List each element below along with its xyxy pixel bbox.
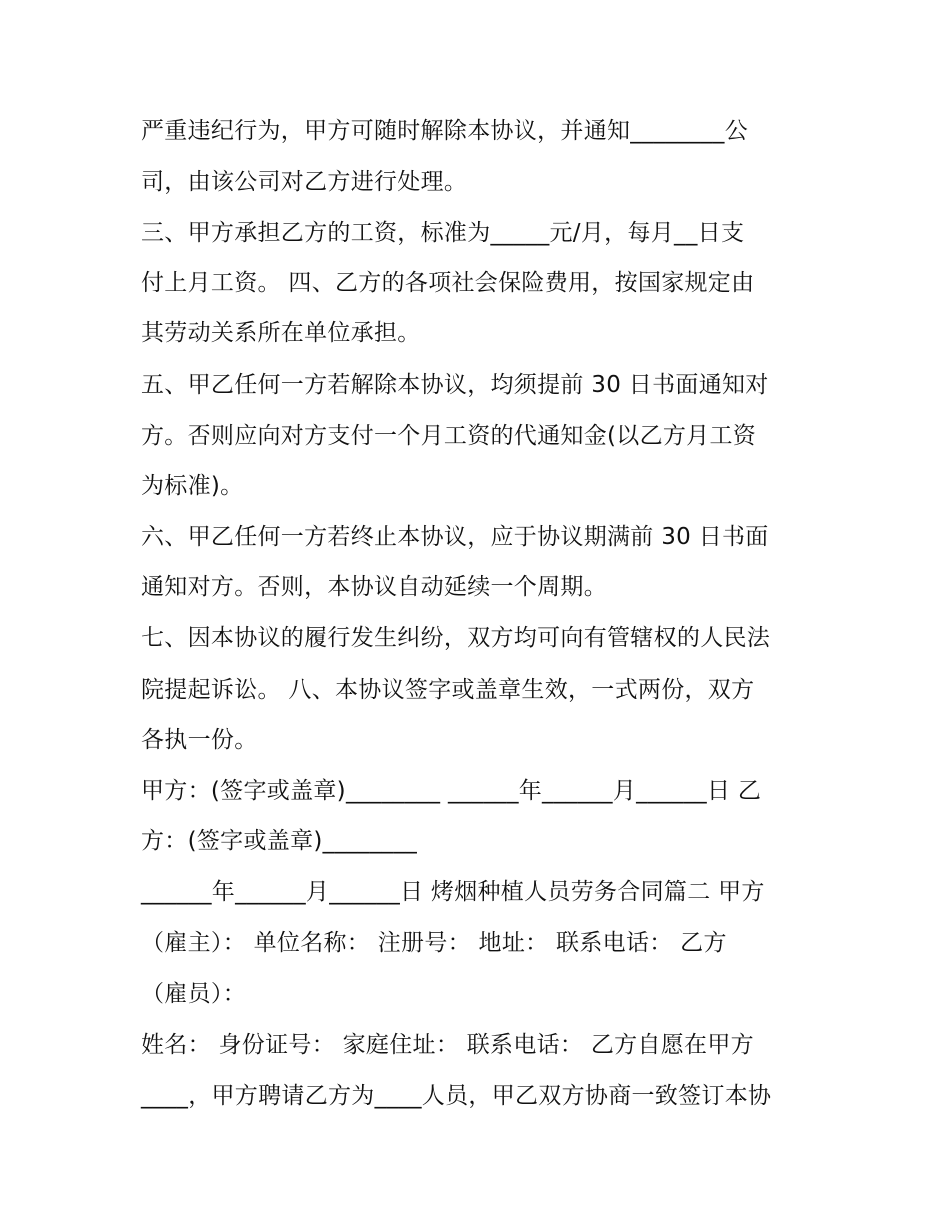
- text-line-8: 为标准)。: [141, 473, 244, 499]
- text-line-7: 方。否则应向对方支付一个月工资的代通知金(以乙方月工资: [141, 423, 757, 449]
- text-line-5: 其劳动关系所在单位承担。: [141, 320, 421, 346]
- text-line-14: 甲方：(签字或盖章)________ ______年______月______日 乙: [141, 778, 762, 804]
- text-line-18: （雇员）：: [141, 981, 246, 1007]
- text-line-16: ______年______月______日 烤烟种植人员劳务合同篇二 甲方: [141, 879, 765, 905]
- text-line-11: 七、因本协议的履行发生纠纷，双方均可向有管辖权的人民法: [141, 625, 771, 651]
- text-line-4: 付上月工资。 四、乙方的各项社会保险费用，按国家规定由: [141, 270, 755, 296]
- text-line-15: 方：(签字或盖章)________: [141, 828, 418, 854]
- text-line-13: 各执一份。: [141, 727, 258, 753]
- text-line-2: 司，由该公司对乙方进行处理。: [141, 169, 468, 195]
- text-line-3: 三、甲方承担乙方的工资，标准为_____元/月，每月__日支: [141, 220, 745, 246]
- text-line-17: （雇主）： 单位名称： 注册号： 地址： 联系电话： 乙方: [141, 930, 727, 956]
- text-line-19: 姓名： 身份证号： 家庭住址： 联系电话： 乙方自愿在甲方: [141, 1032, 754, 1058]
- text-line-1: 严重违纪行为，甲方可随时解除本协议，并通知________公: [141, 118, 748, 144]
- text-line-6: 五、甲乙任何一方若解除本协议，均须提前 30 日书面通知对: [141, 372, 769, 398]
- text-line-9: 六、甲乙任何一方若终止本协议，应于协议期满前 30 日书面: [141, 524, 769, 550]
- text-line-20: ____，甲方聘请乙方为____人员，甲乙双方协商一致签订本协: [141, 1083, 772, 1109]
- text-line-12: 院提起诉讼。 八、本协议签字或盖章生效，一式两份，双方: [141, 677, 755, 703]
- text-line-10: 通知对方。否则，本协议自动延续一个周期。: [141, 574, 607, 600]
